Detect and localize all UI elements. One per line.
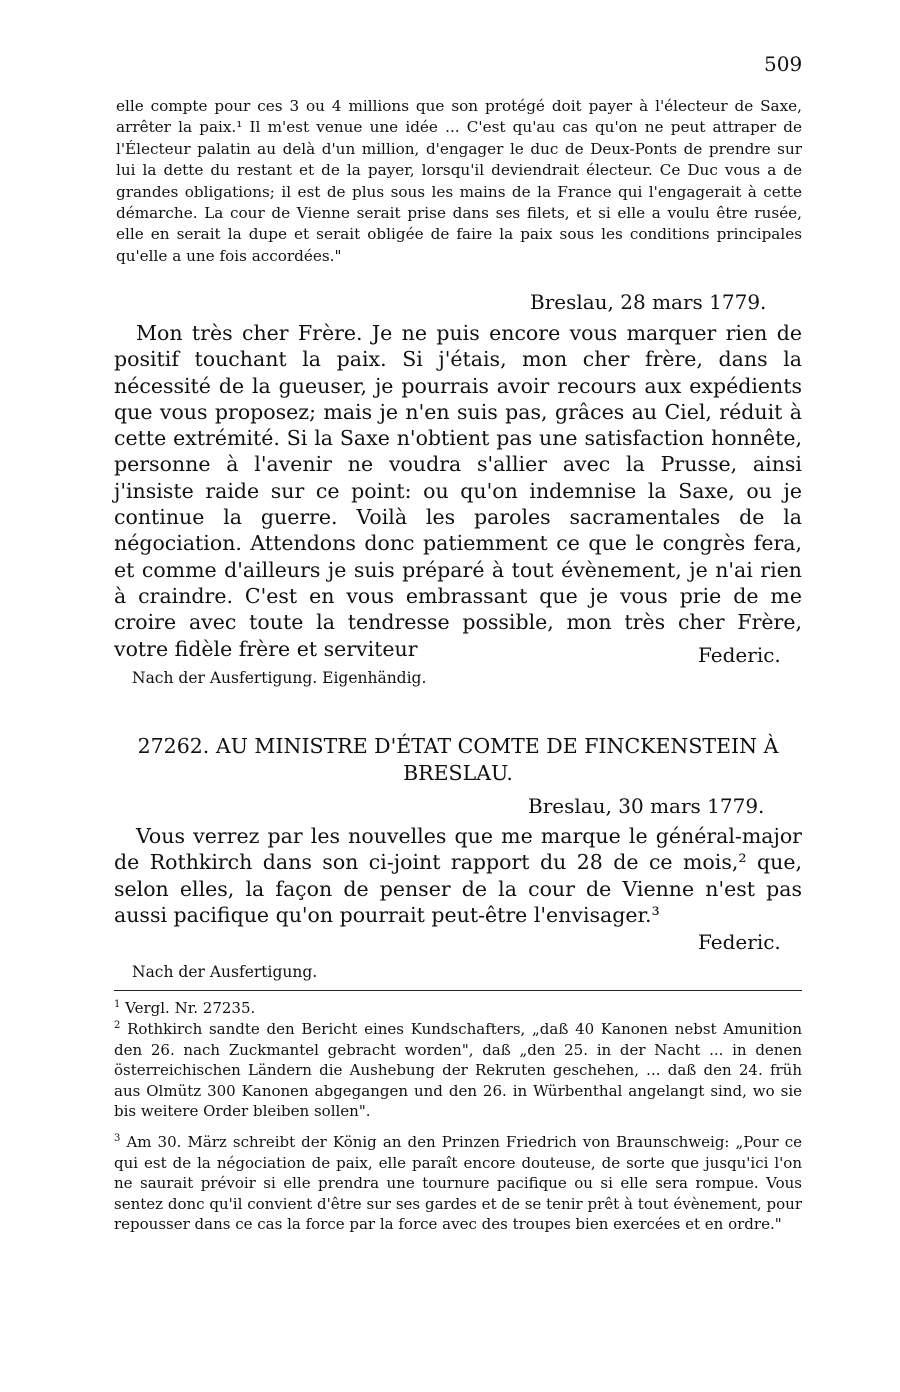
footnote-2: [114, 1016, 802, 1122]
footnote-3-text: Am 30. März schreibt der König an den Prinzen Friedrich von Braunschweig: „Pour ce qui est de la négociation de paix, elle paraît encore douteuse, de sorte que jusqu'ici l'on ne saurait prévoir si elle prendra une tournure pacifique ou si elle sera rompue. Vous sentez donc qu'il convient d'être sur ses gardes et de se tenir prêt à tout évènement, pour repousser dans ce cas la force par la force avec des troupes bien exercées et en ordre.": [114, 1133, 802, 1234]
footnote-3-marker: 3: [114, 1133, 121, 1144]
letter2-heading-line1: 27262. AU MINISTRE D'ÉTAT COMTE DE FINCKENSTEIN À: [137, 734, 779, 758]
letter1-dateline: Breslau, 28 mars 1779.: [530, 290, 767, 314]
footnote-2-marker: 2: [114, 1020, 121, 1031]
letter2-source-note: Nach der Ausfertigung.: [132, 963, 318, 981]
footnote-1-text: Vergl. Nr. 27235.: [125, 999, 256, 1017]
intro-text: elle compte pour ces 3 ou 4 millions que son protégé doit payer à l'électeur de Saxe, arrêter la paix.¹ Il m'est venue une idée ... C'est qu'au cas qu'on ne peut attraper de l'Électeur palatin au delà d'un million, d'engager le duc de Deux-Ponts de prendre sur lui la dette du restant et de la payer, lorsqu'il deviendrait électeur. Ce Duc vous a de grandes obligations; il est de plus sous les mains de la France qui l'engagerait à cette démarche. La cour de Vienne serait prise dans ses filets, et si elle a voulu être rusée, elle en serait la dupe et serait obligée de faire la paix sous les conditions principales qu'elle a une fois accordées.": [116, 97, 802, 265]
footnote-1-marker: 1: [114, 999, 121, 1010]
letter2-dateline: Breslau, 30 mars 1779.: [528, 794, 765, 818]
letter1-text: Mon très cher Frère. Je ne puis encore vous marquer rien de positif touchant la paix. Si j'étais, mon cher frère, dans la nécessité de la gueuser, je pourrais avoir recours aux expédients que vous proposez; mais je n'en suis pas, grâces au Ciel, réduit à cette extrémité. Si la Saxe n'obtient pas une satisfaction honnête, personne à l'avenir ne voudra s'allier avec la Prusse, ainsi j'insiste raide sur ce point: ou qu'on indemnise la Saxe, ou je continue la guerre. Voilà les paroles sacramentales de la négociation. Attendons donc patiemment ce que le congrès fera, et comme d'ailleurs je suis préparé à tout évènement, je n'ai rien à craindre. C'est en vous embrassant que je vous prie de me croire avec toute la tendresse possible, mon très cher Frère, votre fidèle frère et serviteur: [114, 321, 802, 661]
footnote-3: [114, 1129, 802, 1235]
footnote-divider: [114, 990, 802, 991]
letter1-body: [114, 320, 802, 662]
letter1-signature: Federic.: [698, 643, 781, 667]
letter1-source-note: Nach der Ausfertigung. Eigenhändig.: [132, 669, 427, 687]
letter2-body: [114, 823, 802, 928]
letter2-signature: Federic.: [698, 930, 781, 954]
letter2-text: Vous verrez par les nouvelles que me marque le général-major de Rothkirch dans son ci-joint rapport du 28 de ce mois,² que, selon elles, la façon de penser de la cour de Vienne n'est pas aussi pacifique qu'on pourrait peut-être l'envisager.³: [114, 824, 802, 927]
page-number: 509: [764, 52, 803, 76]
footnote-2-text: Rothkirch sandte den Bericht eines Kundschafters, „daß 40 Kanonen nebst Amunition den 26. nach Zuckmantel gebracht worden", daß „den 25. in der Nacht ... in denen österreichischen Ländern die Aushebung der Rekruten geschehen, ... daß den 24. früh aus Olmütz 300 Kanonen abgegangen und den 26. in Würbenthal angelangt sind, wo sie bis weitere Order bleiben sollen".: [114, 1020, 802, 1121]
letter2-heading-line2: BRESLAU.: [403, 761, 513, 785]
letter2-heading: [114, 733, 802, 787]
intro-paragraph: [116, 96, 802, 267]
